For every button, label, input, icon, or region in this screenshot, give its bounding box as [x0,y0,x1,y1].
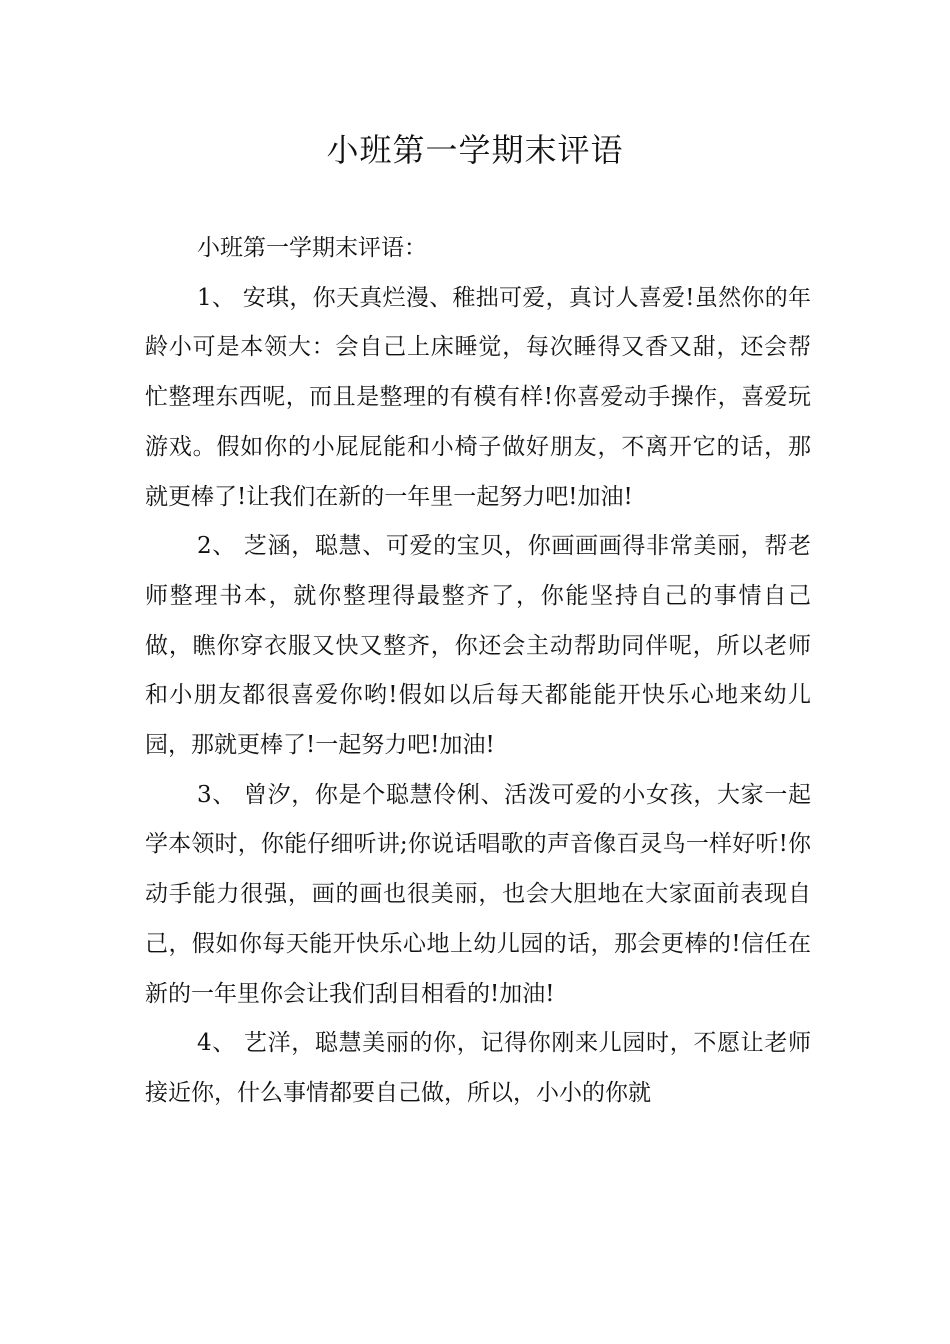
document-title: 小班第一学期末评语 [326,131,624,169]
comment-paragraph-2: 2、 芝涵，聪慧、可爱的宝贝，你画画画得非常美丽，帮老师整理书本，就你整理得最整齐了，你能坚持自己的事情自己做，瞧你穿衣服又快又整齐，你还会主动帮助同伴呢，所以老师和小朋友都很喜爱你哟!假如以后每天都能能开快乐心地来幼儿园，那就更棒了!一起努力吧!加油! [145,533,811,759]
document-body [145,224,811,1119]
intro-paragraph: 小班第一学期末评语： [197,235,427,261]
comment-paragraph-1: 1、 安琪，你天真烂漫、稚拙可爱，真讨人喜爱!虽然你的年龄小可是本领大：会自己上床睡觉，每次睡得又香又甜，还会帮忙整理东西呢，而且是整理的有模有样!你喜爱动手操作，喜爱玩游戏。假如你的小屁屁能和小椅子做好朋友，不离开它的话，那就更棒了!让我们在新的一年里一起努力吧!加油! [145,284,811,510]
comment-paragraph-4: 4、 艺洋，聪慧美丽的你，记得你刚来儿园时，不愿让老师接近你，什么事情都要自己做，所以，小小的你就 [145,1030,811,1106]
comment-paragraph-3: 3、 曾汐，你是个聪慧伶俐、活泼可爱的小女孩，大家一起学本领时，你能仔细听讲;你说话唱歌的声音像百灵鸟一样好听!你动手能力很强，画的画也很美丽，也会大胆地在大家面前表现自己，假如你每天能开快乐心地上幼儿园的话，那会更棒的!信任在新的一年里你会让我们刮目相看的!加油! [145,781,811,1007]
